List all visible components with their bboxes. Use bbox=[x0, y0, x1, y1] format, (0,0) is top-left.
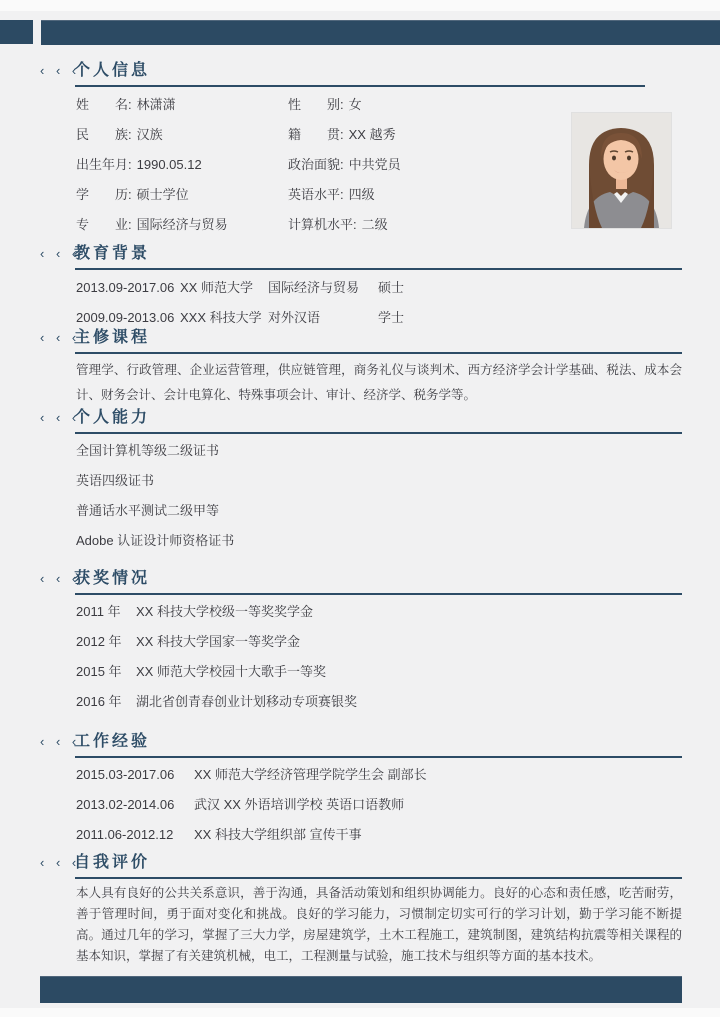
award-text: 湖北省创青春创业计划移动专项赛银奖 bbox=[136, 694, 358, 709]
ability-item: 普通话水平测试二级甲等 bbox=[76, 503, 220, 518]
section-header bbox=[40, 60, 682, 82]
education-school: XXX 科技大学 bbox=[180, 310, 262, 325]
education-degree: 学士 bbox=[378, 310, 405, 325]
field-label: 民 族: bbox=[76, 127, 132, 142]
section-divider bbox=[75, 756, 682, 758]
section-header bbox=[40, 568, 682, 590]
field-value: 林潇潇 bbox=[136, 97, 176, 112]
field-native-place bbox=[288, 120, 576, 150]
field-label: 性 别: bbox=[288, 97, 344, 112]
work-item bbox=[76, 790, 682, 820]
personal-info-title: 个人信息 bbox=[74, 62, 151, 79]
section-header bbox=[40, 407, 682, 429]
work-title: 工作经验 bbox=[74, 733, 151, 750]
field-label: 出生年月: bbox=[76, 157, 132, 172]
field-value: 汉族 bbox=[136, 127, 163, 142]
portrait-photo-icon bbox=[572, 113, 671, 228]
section-divider bbox=[75, 432, 682, 434]
education-row bbox=[76, 273, 682, 303]
award-year: 2016 年 bbox=[76, 694, 122, 709]
field-value: 国际经济与贸易 bbox=[136, 217, 228, 232]
award-item bbox=[76, 657, 682, 687]
field-major bbox=[76, 210, 288, 240]
field-degree bbox=[76, 180, 288, 210]
field-value: 1990.05.12 bbox=[136, 157, 202, 172]
chevron-left-icon: ‹ ‹ ‹ bbox=[40, 246, 81, 261]
awards-list bbox=[76, 597, 682, 717]
field-ethnicity bbox=[76, 120, 288, 150]
page-bottom-margin bbox=[0, 1008, 720, 1017]
education-rows bbox=[76, 273, 682, 325]
field-value: 女 bbox=[348, 97, 362, 112]
section-abilities bbox=[40, 407, 682, 556]
chevron-left-icon: ‹ ‹ ‹ bbox=[40, 571, 81, 586]
work-item bbox=[76, 760, 682, 790]
awards-title: 获奖情况 bbox=[74, 570, 151, 587]
education-major: 国际经济与贸易 bbox=[268, 280, 360, 295]
section-divider bbox=[75, 593, 682, 595]
award-year: 2012 年 bbox=[76, 634, 122, 649]
field-political-status bbox=[288, 150, 576, 180]
work-period: 2011.06-2012.12 bbox=[76, 827, 174, 842]
page-top-margin bbox=[0, 0, 720, 11]
work-text: XX 师范大学经济管理学院学生会 副部长 bbox=[194, 767, 427, 782]
profile-photo bbox=[572, 113, 671, 228]
top-accent-block bbox=[0, 20, 33, 44]
courses-title: 主修课程 bbox=[74, 329, 151, 346]
section-education bbox=[40, 243, 682, 325]
education-period: 2013.09-2017.06 bbox=[76, 280, 175, 295]
field-label: 学 历: bbox=[76, 187, 132, 202]
award-year: 2015 年 bbox=[76, 664, 122, 679]
ability-item: Adobe 认证设计师资格证书 bbox=[76, 533, 235, 548]
work-item bbox=[76, 820, 682, 850]
award-item bbox=[76, 597, 682, 627]
ability-item: 英语四级证书 bbox=[76, 473, 155, 488]
section-work bbox=[40, 731, 682, 850]
work-text: XX 科技大学组织部 宣传干事 bbox=[194, 827, 362, 842]
award-year: 2011 年 bbox=[76, 604, 121, 619]
field-label: 政治面貌: bbox=[288, 157, 344, 172]
award-item bbox=[76, 687, 682, 717]
field-value: 四级 bbox=[348, 187, 375, 202]
award-item bbox=[76, 627, 682, 657]
work-period: 2013.02-2014.06 bbox=[76, 797, 175, 812]
work-list bbox=[76, 760, 682, 850]
section-awards bbox=[40, 568, 682, 717]
ability-item: 全国计算机等级二级证书 bbox=[76, 443, 220, 458]
self-evaluation-title: 自我评价 bbox=[74, 854, 151, 871]
education-period: 2009.09-2013.06 bbox=[76, 310, 175, 325]
section-self-evaluation bbox=[40, 852, 682, 967]
field-value: XX 越秀 bbox=[348, 127, 396, 142]
field-computer-level bbox=[288, 210, 576, 240]
section-divider bbox=[75, 352, 682, 354]
bottom-accent-bar bbox=[40, 976, 682, 1003]
education-major: 对外汉语 bbox=[268, 310, 321, 325]
education-title: 教育背景 bbox=[74, 245, 151, 262]
chevron-left-icon: ‹ ‹ ‹ bbox=[40, 63, 81, 78]
chevron-left-icon: ‹ ‹ ‹ bbox=[40, 330, 81, 345]
work-text: 武汉 XX 外语培训学校 英语口语教师 bbox=[194, 797, 405, 812]
section-header bbox=[40, 852, 682, 874]
field-value: 硕士学位 bbox=[136, 187, 189, 202]
section-header bbox=[40, 243, 682, 265]
section-header bbox=[40, 731, 682, 753]
section-divider bbox=[75, 85, 645, 87]
field-value: 中共党员 bbox=[348, 157, 401, 172]
chevron-left-icon: ‹ ‹ ‹ bbox=[40, 855, 81, 870]
section-courses bbox=[40, 327, 682, 408]
field-gender bbox=[288, 90, 576, 120]
field-value: 二级 bbox=[361, 217, 388, 232]
award-text: XX 师范大学校园十大歌手一等奖 bbox=[136, 664, 326, 679]
field-label: 专 业: bbox=[76, 217, 132, 232]
field-name bbox=[76, 90, 288, 120]
abilities-list bbox=[76, 436, 682, 556]
section-header bbox=[40, 327, 682, 349]
education-school: XX 师范大学 bbox=[180, 280, 253, 295]
field-label: 姓 名: bbox=[76, 97, 132, 112]
self-evaluation-text: 本人具有良好的公共关系意识，善于沟通，具备活动策划和组织协调能力。良好的心态和责任感，吃苦耐劳，善于管理时间，勇于面对变化和挑战。良好的学习能力，习惯制定切实可行的学习计划，勤于学习能不断提高。通过几年的学习，掌握了三大力学，房屋建筑学，土木工程施工，建筑制图，建筑结构抗震等相关课程的基本知识，掌握了有关建筑机械，电工，工程测量与试验，施工技术与组织等方面的基本技术。 bbox=[76, 886, 682, 963]
work-period: 2015.03-2017.06 bbox=[76, 767, 175, 782]
field-english-level bbox=[288, 180, 576, 210]
field-label: 籍 贯: bbox=[288, 127, 344, 142]
abilities-title: 个人能力 bbox=[74, 409, 151, 426]
field-label: 英语水平: bbox=[288, 187, 344, 202]
section-divider bbox=[75, 877, 682, 879]
courses-text: 管理学、行政管理、企业运营管理，供应链管理，商务礼仪与谈判术、西方经济学会计学基础、税法、成本会计、财务会计、会计电算化、特殊事项会计、审计、经济学、税务学等。 bbox=[76, 363, 682, 402]
section-divider bbox=[75, 268, 682, 270]
award-text: XX 科技大学国家一等奖学金 bbox=[136, 634, 300, 649]
top-accent-bar bbox=[41, 20, 720, 45]
personal-info-grid bbox=[76, 90, 576, 240]
award-text: XX 科技大学校级一等奖奖学金 bbox=[136, 604, 313, 619]
chevron-left-icon: ‹ ‹ ‹ bbox=[40, 410, 81, 425]
education-degree: 硕士 bbox=[378, 280, 405, 295]
field-birth-date bbox=[76, 150, 288, 180]
chevron-left-icon: ‹ ‹ ‹ bbox=[40, 734, 81, 749]
field-label: 计算机水平: bbox=[288, 217, 357, 232]
